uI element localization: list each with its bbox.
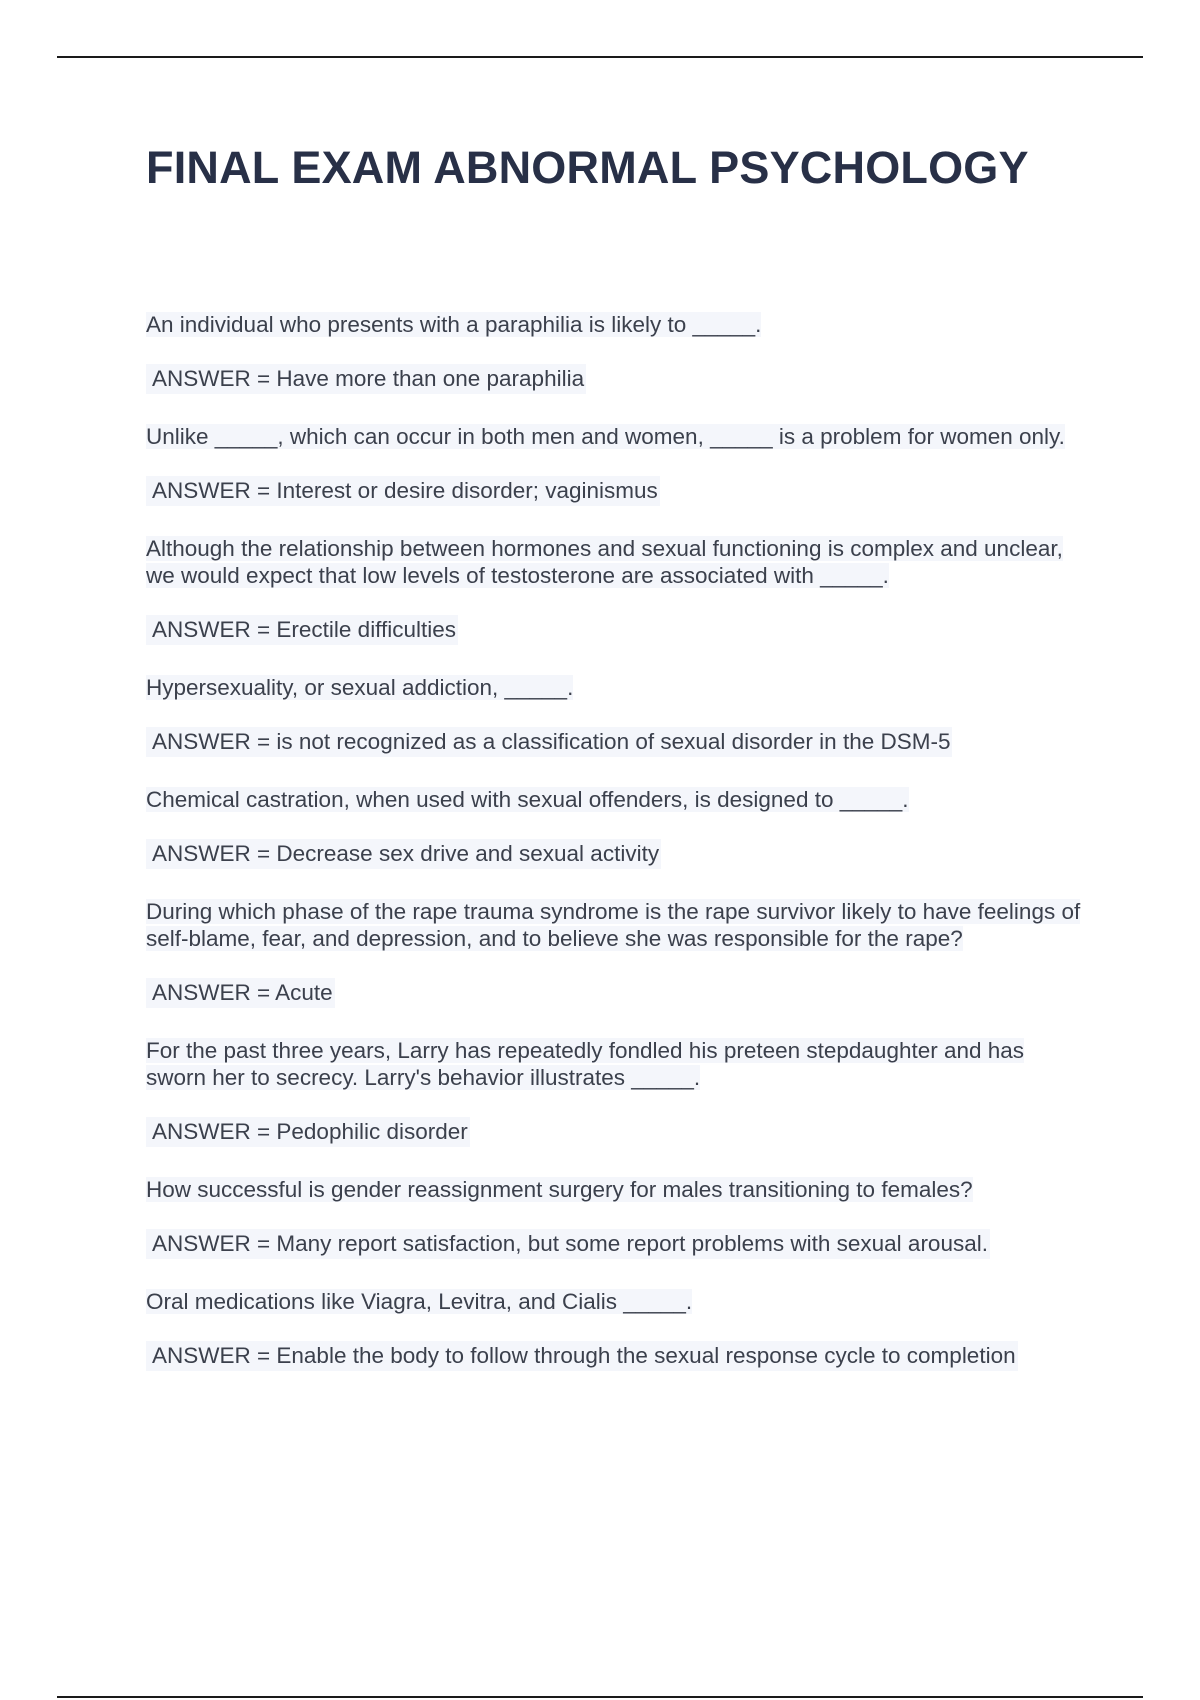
question-text: During which phase of the rape trauma syndrome is the rape survivor likely to have feelings of self-blame, fear, and depression, and to believe she was responsible for the rape? — [146, 899, 1081, 951]
answer-item — [146, 615, 1081, 645]
answer-item — [146, 978, 1081, 1008]
answer-text: ANSWER = Decrease sex drive and sexual activity — [146, 839, 661, 869]
answer-text: ANSWER = Pedophilic disorder — [146, 1117, 470, 1147]
header-rule — [57, 56, 1143, 58]
qa-list — [146, 311, 1081, 1400]
answer-text: ANSWER = Many report satisfaction, but some report problems with sexual arousal. — [146, 1229, 990, 1259]
answer-item — [146, 727, 1081, 757]
answer-text: ANSWER = Erectile difficulties — [146, 615, 458, 645]
question-item — [146, 1288, 1081, 1315]
question-item — [146, 1176, 1081, 1203]
answer-item — [146, 476, 1081, 506]
question-item — [146, 1037, 1081, 1091]
question-text: Chemical castration, when used with sexual offenders, is designed to _____. — [146, 787, 909, 812]
question-text: How successful is gender reassignment surgery for males transitioning to females? — [146, 1177, 973, 1202]
question-text: Although the relationship between hormones and sexual functioning is complex and unclear, we would expect that low levels of testosterone are associated with _____. — [146, 536, 1063, 588]
question-item — [146, 786, 1081, 813]
answer-text: ANSWER = Acute — [146, 978, 335, 1008]
question-item — [146, 423, 1081, 450]
question-text: For the past three years, Larry has repeatedly fondled his preteen stepdaughter and has sworn her to secrecy. Larry's behavior illustrates _____. — [146, 1038, 1025, 1090]
document-title: FINAL EXAM ABNORMAL PSYCHOLOGY — [146, 142, 1029, 193]
answer-item — [146, 839, 1081, 869]
answer-text: ANSWER = Enable the body to follow through the sexual response cycle to completion — [146, 1341, 1018, 1371]
question-item — [146, 674, 1081, 701]
footer-rule — [57, 1696, 1143, 1698]
question-item — [146, 898, 1081, 952]
answer-item — [146, 1341, 1081, 1371]
answer-text: ANSWER = Interest or desire disorder; vaginismus — [146, 476, 660, 506]
question-item — [146, 535, 1081, 589]
answer-item — [146, 1117, 1081, 1147]
answer-item — [146, 1229, 1081, 1259]
answer-text: ANSWER = Have more than one paraphilia — [146, 364, 586, 394]
answer-text: ANSWER = is not recognized as a classification of sexual disorder in the DSM-5 — [146, 727, 952, 757]
question-text: Oral medications like Viagra, Levitra, and Cialis _____. — [146, 1289, 693, 1314]
question-text: An individual who presents with a paraphilia is likely to _____. — [146, 312, 762, 337]
question-text: Unlike _____, which can occur in both men and women, _____ is a problem for women only. — [146, 424, 1065, 449]
answer-item — [146, 364, 1081, 394]
question-item — [146, 311, 1081, 338]
question-text: Hypersexuality, or sexual addiction, _____. — [146, 675, 574, 700]
